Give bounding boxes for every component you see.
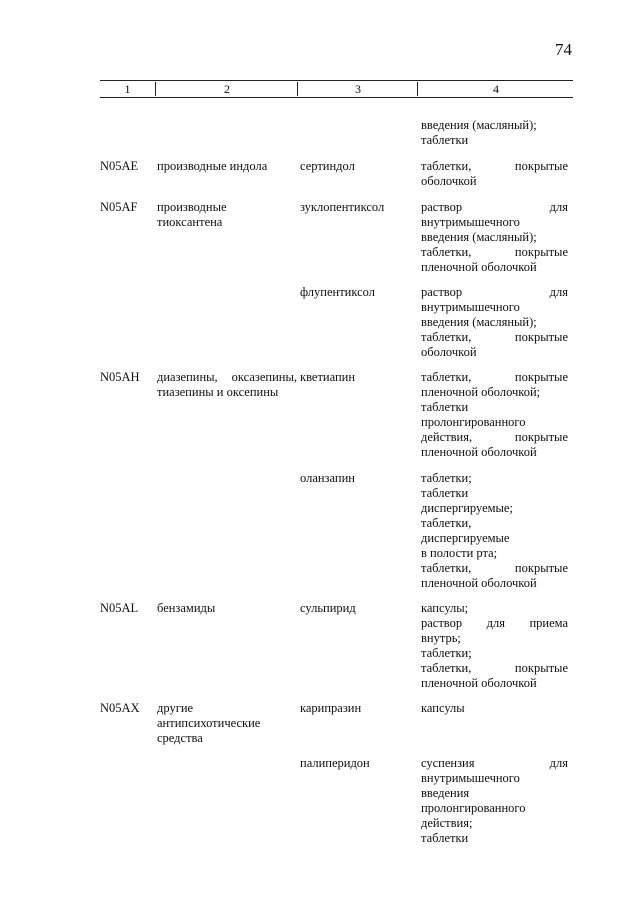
dosage-form-cell [421, 370, 568, 460]
dosage-form-line: таблетки [421, 133, 469, 147]
group-line: тиазепины и оксепины [157, 385, 279, 399]
dosage-form-line: таблетки, покрытые [421, 159, 568, 173]
dosage-form-line: пленочной оболочкой [421, 576, 537, 590]
dosage-form-line: диспергируемые; [421, 501, 513, 515]
dosage-form-line: в полости рта; [421, 546, 498, 560]
group-cell [157, 200, 297, 230]
table-header [100, 80, 573, 98]
group-line: другие [157, 701, 194, 715]
column-header-3: 3 [297, 82, 418, 96]
group-line: диазепины, оксазепины, [157, 370, 297, 384]
column-header-2: 2 [155, 82, 298, 96]
dosage-form-line: пролонгированного [421, 415, 526, 429]
atc-code: N05AF [100, 200, 138, 214]
dosage-form-cell [421, 701, 568, 716]
dosage-form-line: внутримышечного [421, 771, 520, 785]
dosage-form-line: капсулы [421, 701, 465, 715]
dosage-form-line: введения [421, 786, 470, 800]
dosage-form-cell [421, 601, 568, 691]
dosage-form-line: таблетки; [421, 646, 472, 660]
dosage-form-line: действия, покрытые [421, 430, 568, 444]
dosage-form-line: таблетки [421, 831, 469, 845]
group-cell [157, 370, 297, 400]
dosage-form-line: таблетки, покрытые [421, 661, 568, 675]
dosage-form-line: оболочкой [421, 174, 477, 188]
column-header-1: 1 [124, 82, 131, 96]
drug-name: оланзапин [300, 471, 355, 485]
dosage-form-line: оболочкой [421, 345, 477, 359]
dosage-form-line: таблетки, [421, 516, 472, 530]
dosage-form-line: таблетки; [421, 471, 472, 485]
group-cell [157, 601, 297, 616]
page-number: 74 [555, 40, 572, 59]
dosage-form-line: пленочной оболочкой [421, 445, 537, 459]
drug-name: флупентиксол [300, 285, 375, 299]
dosage-form-line: таблетки, покрытые [421, 245, 568, 259]
dosage-form-cell [421, 285, 568, 360]
dosage-form-line: введения (масляный); [421, 118, 537, 132]
dosage-form-line: раствор для [421, 200, 568, 214]
drug-name: карипразин [300, 701, 362, 715]
dosage-form-line: пленочной оболочкой [421, 260, 537, 274]
dosage-form-line: таблетки, покрытые [421, 561, 568, 575]
drug-name: сульпирид [300, 601, 356, 615]
dosage-form-line: действия; [421, 816, 473, 830]
dosage-form-line: таблетки, покрытые [421, 330, 568, 344]
group-line: антипсихотические [157, 716, 261, 730]
dosage-form-line: пленочной оболочкой; [421, 385, 541, 399]
group-line: тиоксантена [157, 215, 223, 229]
dosage-form-line: раствор для приема [421, 616, 568, 630]
dosage-form-line: раствор для [421, 285, 568, 299]
drug-name: палиперидон [300, 756, 370, 770]
column-header-4: 4 [417, 82, 574, 96]
drug-name: зуклопентиксол [300, 200, 385, 214]
atc-code: N05AX [100, 701, 140, 715]
group-line: производные [157, 200, 227, 214]
dosage-form-line: внутримышечного [421, 300, 520, 314]
dosage-form-line: введения (масляный); [421, 230, 537, 244]
dosage-form-line: таблетки [421, 400, 469, 414]
dosage-form-cell [421, 756, 568, 846]
dosage-form-line: суспензия для [421, 756, 568, 770]
drug-name: сертиндол [300, 159, 355, 173]
atc-code: N05AE [100, 159, 139, 173]
dosage-form-cell [421, 471, 568, 591]
dosage-form-line: внутримышечного [421, 215, 520, 229]
dosage-form-line: таблетки, покрытые [421, 370, 568, 384]
dosage-form-line: диспергируемые [421, 531, 510, 545]
dosage-form-line: пролонгированного [421, 801, 526, 815]
group-cell [157, 701, 297, 746]
group-line: бензамиды [157, 601, 216, 615]
dosage-form-line: введения (масляный); [421, 315, 537, 329]
dosage-form-line: пленочной оболочкой [421, 676, 537, 690]
dosage-form-line: внутрь; [421, 631, 461, 645]
group-cell [157, 159, 297, 174]
dosage-form-line: капсулы; [421, 601, 469, 615]
dosage-form-cell [421, 200, 568, 275]
dosage-form-line: таблетки [421, 486, 469, 500]
dosage-form-cell [421, 118, 568, 148]
drug-name: кветиапин [300, 370, 356, 384]
atc-code: N05AL [100, 601, 139, 615]
atc-code: N05AH [100, 370, 140, 384]
group-line: средства [157, 731, 203, 745]
dosage-form-cell [421, 159, 568, 189]
group-line: производные индола [157, 159, 268, 173]
